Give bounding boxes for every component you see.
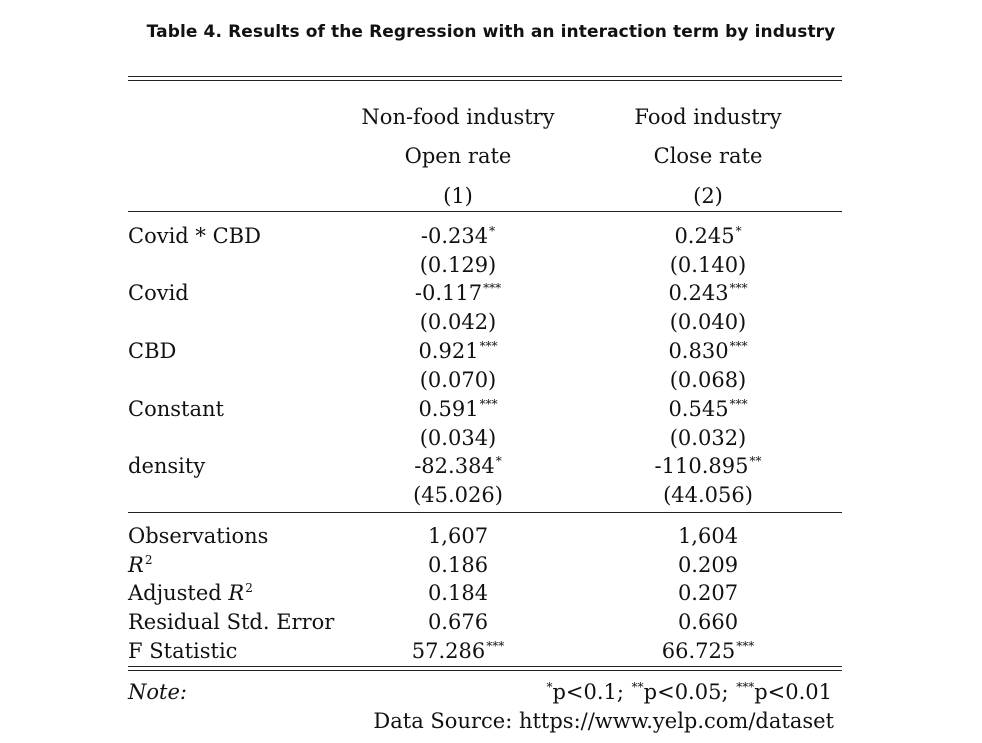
coef-row <box>0 279 982 307</box>
col2-group: Food industry <box>634 105 782 129</box>
se-c1: (0.042) <box>419 310 497 334</box>
coef-row <box>0 337 982 365</box>
se-c1: (45.026) <box>413 483 503 507</box>
se-c2: (44.056) <box>663 483 753 507</box>
coef-c2: 0.245* <box>674 224 742 248</box>
significance-note: *p<0.1; **p<0.05; ***p<0.01 <box>546 680 832 704</box>
stat-row-observations <box>0 522 982 550</box>
stat-label: Observations <box>128 524 269 548</box>
stat-row-rse <box>0 608 982 636</box>
top-rule-2 <box>128 80 842 81</box>
bottom-rule <box>128 666 842 667</box>
stat-c2: 66.725*** <box>661 639 755 663</box>
col1-dependent: Open rate <box>404 144 512 168</box>
stat-label: F Statistic <box>128 639 238 663</box>
stat-c2: 1,604 <box>677 524 739 548</box>
col2-number: (2) <box>693 184 723 208</box>
se-row <box>0 251 982 279</box>
bottom-rule-2 <box>128 670 842 671</box>
col2-dependent: Close rate <box>653 144 763 168</box>
coef-label: density <box>128 454 206 478</box>
coef-row <box>0 395 982 423</box>
coef-label: Covid <box>128 281 189 305</box>
coef-label: Constant <box>128 397 224 421</box>
coef-c2: -110.895** <box>654 454 762 478</box>
stats-rule <box>128 512 842 513</box>
header-group-row <box>0 103 982 131</box>
header-rule <box>128 211 842 212</box>
top-rule <box>128 76 842 77</box>
coef-c2: 0.830*** <box>668 339 748 363</box>
se-c2: (0.140) <box>669 253 747 277</box>
stat-c2: 0.209 <box>677 553 739 577</box>
se-c1: (0.070) <box>419 368 497 392</box>
se-c2: (0.032) <box>669 426 747 450</box>
header-num-row <box>0 182 982 210</box>
table-title: Table 4. Results of the Regression with an interaction term by industry <box>146 22 836 42</box>
coef-c2: 0.545*** <box>668 397 748 421</box>
se-c2: (0.068) <box>669 368 747 392</box>
col1-number: (1) <box>443 184 473 208</box>
data-source-note: Data Source: https://www.yelp.com/dataset <box>373 709 834 733</box>
stat-row-adj-r2 <box>0 579 982 607</box>
coef-c1: -82.384* <box>414 454 502 478</box>
stat-c2: 0.660 <box>677 610 739 634</box>
se-c1: (0.034) <box>419 426 497 450</box>
se-row <box>0 424 982 452</box>
note-label: Note: <box>128 680 187 704</box>
stat-row-f <box>0 637 982 665</box>
se-c2: (0.040) <box>669 310 747 334</box>
col1-group: Non-food industry <box>361 105 555 129</box>
se-row <box>0 308 982 336</box>
header-dep-row <box>0 142 982 170</box>
stat-c1: 0.186 <box>427 553 489 577</box>
se-c1: (0.129) <box>419 253 497 277</box>
coef-label: Covid * CBD <box>128 224 261 248</box>
se-row <box>0 481 982 509</box>
coef-c1: 0.591*** <box>418 397 498 421</box>
coef-row <box>0 222 982 250</box>
coef-label: CBD <box>128 339 177 363</box>
stat-row-r2 <box>0 551 982 579</box>
coef-c1: -0.117*** <box>414 281 502 305</box>
stat-c1: 57.286*** <box>411 639 505 663</box>
stat-label: Residual Std. Error <box>128 610 335 634</box>
stat-label: Adjusted $R^2$ <box>128 581 253 605</box>
coef-c1: -0.234* <box>420 224 496 248</box>
coef-row <box>0 452 982 480</box>
stat-c1: 0.676 <box>427 610 489 634</box>
stat-c1: 1,607 <box>427 524 489 548</box>
coef-c1: 0.921*** <box>418 339 498 363</box>
se-row <box>0 366 982 394</box>
stat-c2: 0.207 <box>677 581 739 605</box>
coef-c2: 0.243*** <box>668 281 748 305</box>
stat-label: $R^2$ <box>128 553 153 577</box>
stat-c1: 0.184 <box>427 581 489 605</box>
